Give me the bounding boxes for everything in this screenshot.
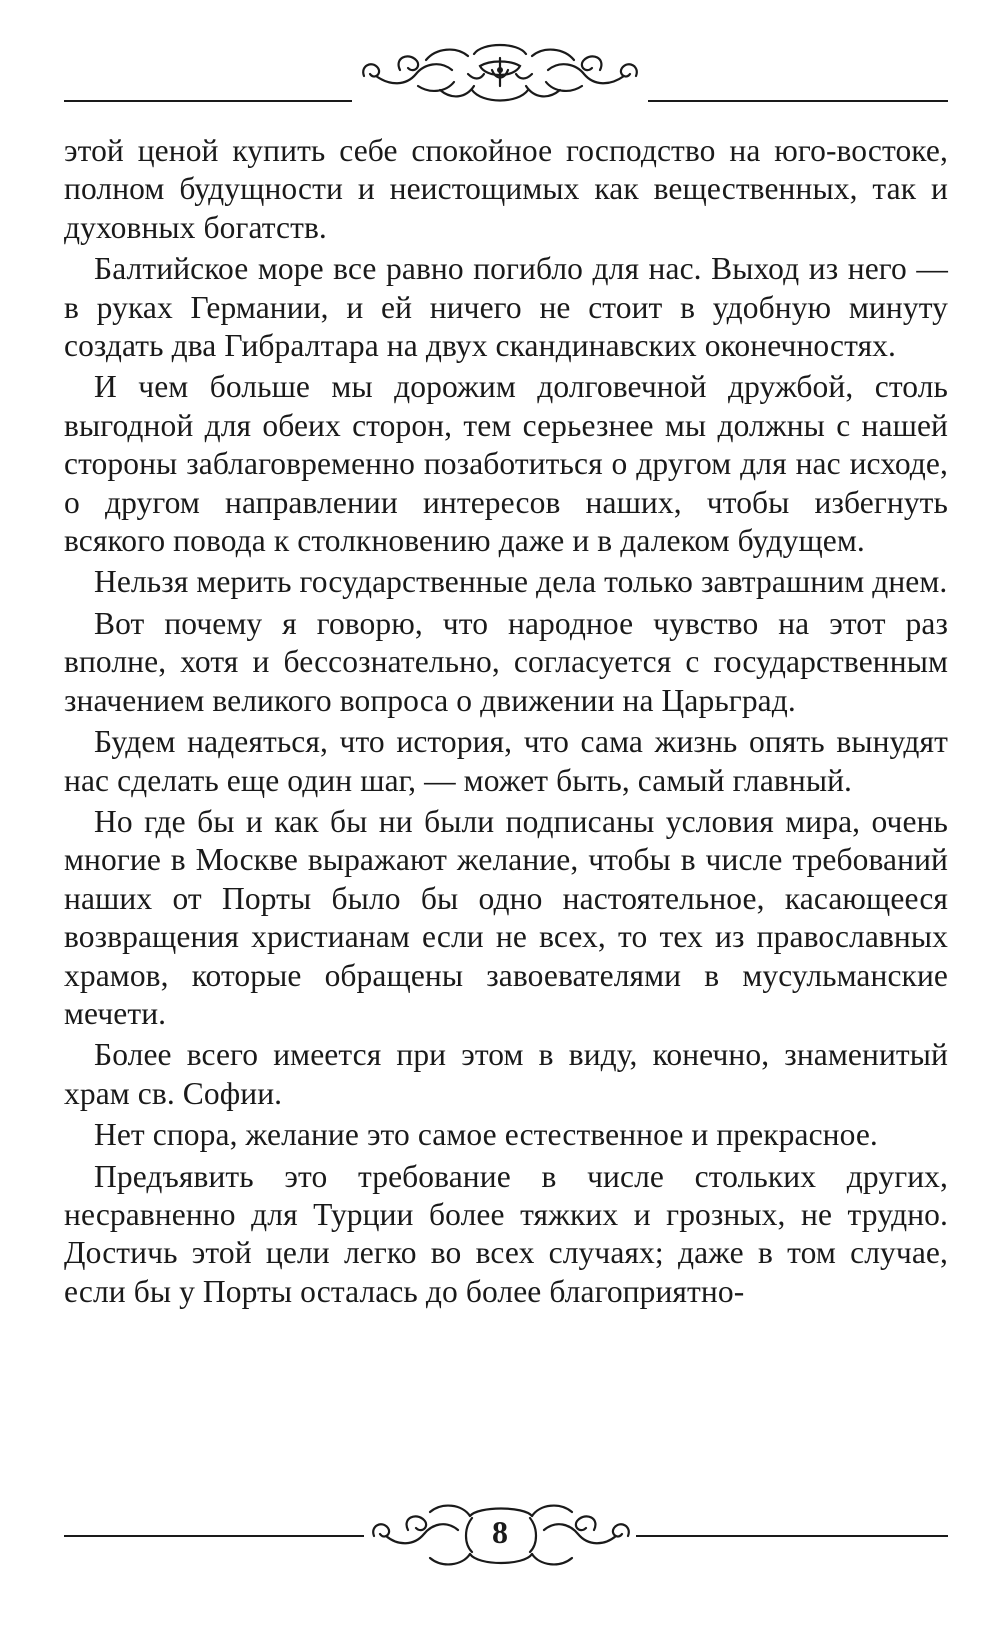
page-number: 8 (492, 1514, 508, 1550)
paragraph: Нет спора, желание это самое естественное и прекрасное. (94, 1117, 878, 1153)
footer-rule-left (64, 1535, 364, 1537)
paragraph: Нельзя мерить государственные дела только завтрашним днем. (94, 564, 948, 600)
footer-rule-right (636, 1535, 948, 1537)
paragraph: Балтийское море все равно погибло для нас. Выход из него — в руках Германии, и ей ничего не стоит в удобную минуту создать два Гибралтара на двух скандинавских оконечностях. (64, 251, 948, 364)
paragraph: И чем больше мы дорожим долговечной дружбой, столь выгодной для обеих сторон, тем серьезнее мы должны с нашей стороны заблаговременно позаботиться о другом для нас исходе, о другом направлении интересов наших, чтобы избегнуть всякого повода к столкновению даже и в далеком будущем. (64, 369, 948, 559)
paragraph: Предъявить это требование в числе стольких других, несравненно для Турции более тяжких и грозных, не трудно. Достичь этой цели легко во всех случаях; даже в том случае, если бы у Порты осталась до более благоприятно- (64, 1158, 948, 1309)
header-rule-left (64, 100, 352, 102)
paragraph: этой ценой купить себе спокойное господство на юго-востоке, полном будущности и неистощимых как вещественных, так и духовных богатств. (64, 133, 948, 245)
header-rule-right (648, 100, 948, 102)
paragraph: Вот почему я говорю, что народное чувство на этот раз вполне, хотя и бессознательно, согласуется с государственным значением великого вопроса о движении на Царьград. (64, 605, 948, 718)
body-text (64, 132, 948, 1314)
paragraph: Более всего имеется при этом в виду, конечно, знаменитый храм св. Софии. (64, 1037, 948, 1111)
scroll-ornament-icon (356, 30, 644, 130)
paragraph: Будем надеяться, что история, что сама жизнь опять вынудят нас сделать еще один шаг, — может быть, самый главный. (64, 724, 948, 798)
paragraph: Но где бы и как бы ни были подписаны условия мира, очень многие в Москве выражают желание, чтобы в числе требований наших от Порты было бы одно настоятельное, касающееся возвращения христианам если не всех, то тех из православных храмов, которые обращены завоевателями в мусульманские мечети. (64, 803, 948, 1031)
